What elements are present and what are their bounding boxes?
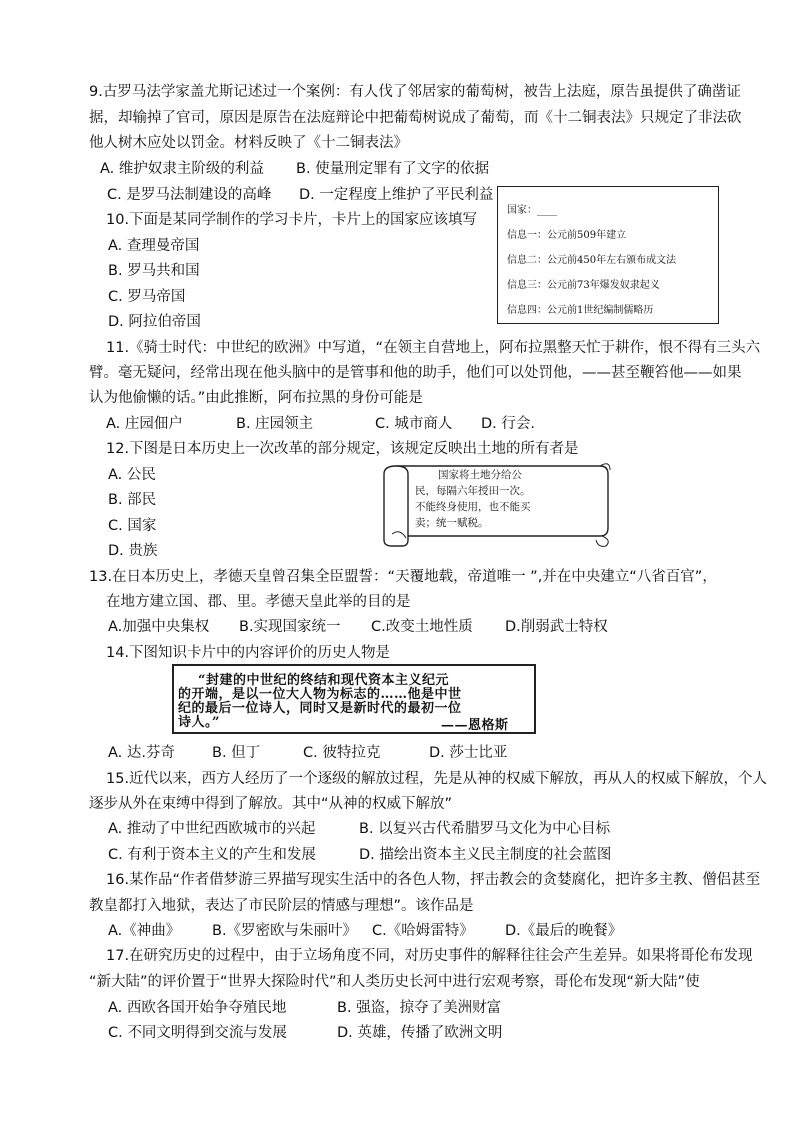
q14-option-b: B. 但丁 xyxy=(212,745,261,761)
q17-option-d: D. 英雄，传播了欧洲文明 xyxy=(337,1025,503,1041)
q13-option-d: D.削弱武士特权 xyxy=(505,619,608,635)
q11-option-b: B. 庄园领主 xyxy=(236,416,314,432)
scroll-line-4: 卖；统一赋税。 xyxy=(415,517,489,529)
q11-option-a: A. 庄园佃户 xyxy=(106,416,183,432)
q9-option-a: A. 维护奴隶主阶级的利益 xyxy=(100,161,264,177)
q10-option-c: C. 罗马帝国 xyxy=(108,289,186,305)
quote-line-3: 纪的最后一位诗人，同时又是新时代的最初一位 xyxy=(178,701,462,716)
q17-stem-line1: 17.在研究历史的过程中，由于立场角度不同，对历史事件的解释往往会产生差异。如果将哥伦布发现 xyxy=(106,948,753,964)
q13-option-a: A.加强中央集权 xyxy=(108,619,210,635)
q11-stem-line1: 11.《骑士时代：中世纪的欧洲》中写道，“在领主自营地上，阿布拉黑整天忙于耕作，恨不得有三头六 xyxy=(106,340,761,356)
q15-option-a: A. 推动了中世纪西欧城市的兴起 xyxy=(108,821,316,837)
scroll-line-2: 民，每隔六年授田一次。 xyxy=(415,485,531,497)
q15-option-b: B. 以复兴古代希腊罗马文化为中心目标 xyxy=(359,821,611,837)
q16-option-b: B.《罗密欧与朱丽叶》 xyxy=(212,923,358,939)
q15-option-d: D. 描绘出资本主义民主制度的社会蓝图 xyxy=(359,847,612,863)
q9-option-c: C. 是罗马法制建设的高峰 xyxy=(107,187,272,203)
card-info-2: 信息二：公元前450年左右颁布成文法 xyxy=(507,255,677,266)
q16-option-c: C.《哈姆雷特》 xyxy=(372,923,474,939)
card-info-4: 信息四：公元前1世纪编制儒略历 xyxy=(507,305,654,316)
q11-stem-line3: 认为他偷懒的话。”由此推断，阿布拉黑的身份可能是 xyxy=(89,390,423,406)
q10-option-b: B. 罗马共和国 xyxy=(108,263,200,279)
q9-stem-line2: 据，却输掉了官司，原因是原告在法庭辩论中把葡萄树说成了葡萄，而《十二铜表法》只规定了非法砍 xyxy=(89,110,742,126)
q15-option-c: C. 有利于资本主义的产生和发展 xyxy=(108,847,316,863)
q13-option-c: C.改变土地性质 xyxy=(371,619,473,635)
q14-stem: 14.下图知识卡片中的内容评价的历史人物是 xyxy=(106,645,391,661)
q14-option-d: D. 莎士比亚 xyxy=(429,745,508,761)
quote-line-1: “封建的中世纪的终结和现代资本主义纪元 xyxy=(198,673,449,688)
q9-option-b: B. 使量刑定罪有了文字的依据 xyxy=(296,161,490,177)
q17-stem-line2: “新大陆”的评价置于“世界大探险时代”和人类历史长河中进行宏观考察，哥伦布发现“新大陆”使 xyxy=(89,974,700,990)
q12-option-d: D. 贵族 xyxy=(108,543,158,559)
quote-line-4: 诗人。” xyxy=(178,715,220,730)
q10-stem: 10.下面是某同学制作的学习卡片，卡片上的国家应该填写 xyxy=(106,212,478,228)
q17-option-a: A. 西欧各国开始争夺殖民地 xyxy=(108,1000,287,1016)
q13-stem-line1: 13.在日本历史上，孝德天皇曾召集全臣盟誓：“天覆地载，帝道唯一 ”,并在中央建立“八省百官”， xyxy=(89,569,717,585)
q16-stem-line2: 教皇都打入地狱，表达了市民阶层的情感与理想”。该作品是 xyxy=(89,898,474,914)
q16-option-d: D.《最后的晚餐》 xyxy=(505,923,623,939)
q9-option-d: D. 一定程度上维护了平民利益 xyxy=(299,187,494,203)
q16-stem-line1: 16.某作品“作者借梦游三界描写现实生活中的各色人物，抨击教会的贪婪腐化，把许多主教、僧侣甚至 xyxy=(106,872,761,888)
q11-option-c: C. 城市商人 xyxy=(375,416,453,432)
q15-stem-line1: 15.近代以来，西方人经历了一个逐级的解放过程，先是从神的权威下解放，再从人的权威下解放，个人 xyxy=(106,771,768,787)
q14-option-a: A. 达.芬奇 xyxy=(108,745,175,761)
q11-stem-line2: 臂。毫无疑问，经常出现在他头脑中的是管事和他的助手，他们可以处罚他，——甚至鞭笞他——如果 xyxy=(89,365,742,381)
q12-option-c: C. 国家 xyxy=(108,518,157,534)
q13-option-b: B.实现国家统一 xyxy=(239,619,341,635)
q11-option-d: D. 行会. xyxy=(481,416,535,432)
q17-option-b: B. 强盗，掠夺了美洲财富 xyxy=(337,1000,502,1016)
q10-option-d: D. 阿拉伯帝国 xyxy=(108,314,201,330)
q10-option-a: A. 查理曼帝国 xyxy=(108,238,200,254)
q13-stem-line2: 在地方建立国、郡、里。孝德天皇此举的目的是 xyxy=(106,594,411,610)
card-info-3: 信息三：公元前73年爆发奴隶起义 xyxy=(507,280,660,291)
q15-stem-line2: 逐步从外在束缚中得到了解放。其中“从神的权威下解放” xyxy=(89,796,453,812)
q16-option-a: A.《神曲》 xyxy=(108,923,181,939)
quote-author: ——恩格斯 xyxy=(441,718,509,733)
study-card xyxy=(497,186,719,324)
q12-stem: 12.下图是日本历史上一次改革的部分规定，该规定反映出土地的所有者是 xyxy=(106,441,579,457)
q12-option-a: A. 公民 xyxy=(108,467,156,483)
q9-stem-line1: 9.古罗马法学家盖尤斯记述过一个案例：有人伐了邻居家的葡萄树，被告上法庭，原告虽提供了确凿证 xyxy=(89,84,741,100)
scroll-line-1: 国家将土地分给公 xyxy=(438,469,522,481)
q12-option-b: B. 部民 xyxy=(108,492,157,508)
q17-option-c: C. 不同文明得到交流与发展 xyxy=(108,1025,287,1041)
card-info-1: 信息一：公元前509年建立 xyxy=(507,230,627,241)
q9-stem-line3: 他人树木应处以罚金。材料反映了《十二铜表法》 xyxy=(89,135,408,151)
scroll-line-3: 不能终身使用，也不能买 xyxy=(415,501,531,513)
q14-option-c: C. 彼特拉克 xyxy=(303,745,381,761)
quote-line-2: 的开端，是以一位大人物为标志的……他是中世 xyxy=(178,687,462,702)
card-country: 国家：____ xyxy=(507,205,557,216)
